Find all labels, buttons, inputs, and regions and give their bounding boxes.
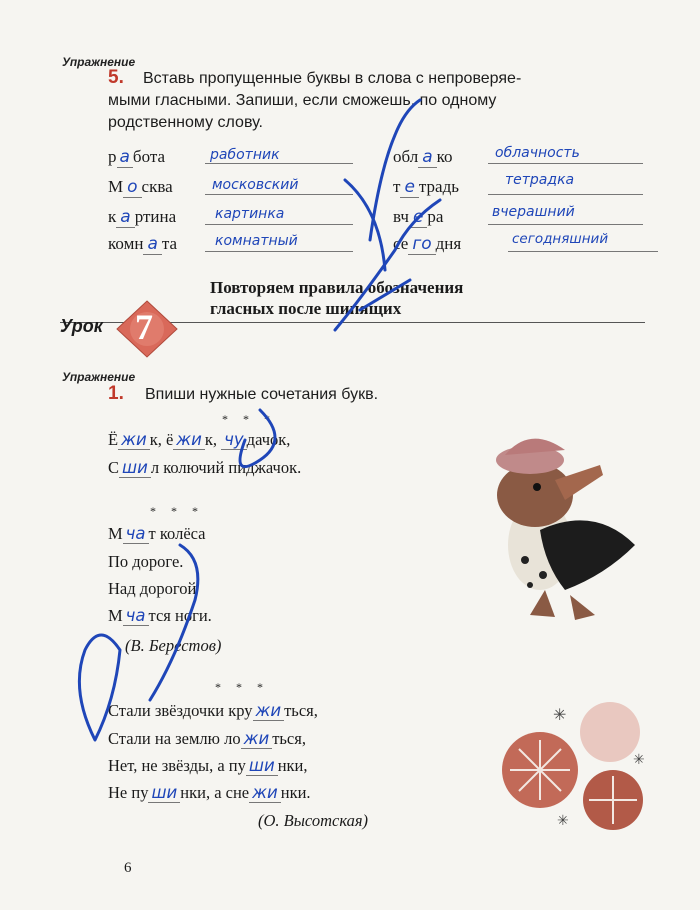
inserted-letter: а	[143, 234, 161, 255]
exercise-number: 1.	[108, 383, 124, 404]
lesson-title-line: Повторяем правила обозначения	[210, 278, 464, 297]
poem-line: Нет, не звёзды, а пу ши нки,	[108, 756, 308, 775]
handwritten-answer: картинка	[215, 206, 285, 222]
exercise-label: Упражнение	[62, 370, 136, 384]
word-item: вч е ра	[393, 207, 444, 227]
handwritten-answer: комнатный	[215, 233, 298, 249]
exercise-task: Впиши нужные сочетания букв.	[145, 386, 379, 403]
poem-author: (В. Берестов)	[125, 636, 222, 655]
poem-line: По дороге.	[108, 552, 184, 571]
word-item: се го дня	[393, 234, 462, 254]
word-item: т е традь	[393, 177, 459, 197]
handwritten-answer: тетрадка	[505, 172, 575, 188]
exercise-label: Упражнение	[62, 55, 136, 69]
exercise-task-line: мыми гласными. Запиши, если сможешь, по одному	[108, 92, 497, 109]
page-number: 6	[124, 860, 132, 876]
stanza-stars: * * *	[150, 504, 204, 518]
handwritten-answer: сегодняшний	[512, 231, 609, 247]
inserted-letter: а	[418, 147, 436, 168]
poem-line: Стали на землю ло жи ться,	[108, 729, 306, 748]
exercise-task-line: родственному слову.	[108, 114, 263, 131]
lesson-label: Урок	[60, 316, 103, 336]
poem-line: М ча т колёса	[108, 524, 206, 543]
poem-line: С ши л колючий пиджачок.	[108, 458, 302, 477]
handwritten-answer: облачность	[495, 145, 580, 161]
handwritten-answer: московский	[212, 177, 299, 193]
poem-author: (О. Высотская)	[258, 811, 369, 830]
inserted-letter: а	[117, 147, 133, 168]
exercise-number: 5.	[108, 67, 124, 88]
handwritten-answer: вчерашний	[492, 204, 575, 220]
inserted-letter: го	[408, 234, 435, 255]
inserted-letter: е	[400, 177, 418, 198]
lesson-title-line: гласных после шипящих	[210, 299, 402, 318]
word-item: к а ртина	[108, 207, 177, 227]
inserted-letter: а	[116, 207, 134, 228]
lesson-number: 7	[135, 307, 153, 347]
word-item: р а бота	[108, 147, 166, 167]
svg-text:✳: ✳	[553, 705, 567, 724]
inserted-letter: о	[123, 177, 141, 198]
poem-line: Не пу ши нки, а сне жи нки.	[108, 783, 311, 802]
word-item: М о сква	[108, 177, 173, 197]
stanza-stars: * * *	[222, 412, 276, 426]
word-item: обл а ко	[393, 147, 453, 167]
poem-line: Над дорогой	[108, 579, 197, 598]
poem-line: Стали звёздочки кру жи ться,	[108, 701, 318, 720]
poem-line: Ё жи к, ё жи к, чу дачок,	[108, 430, 291, 449]
word-item: комн а та	[108, 234, 178, 254]
poem-line: М ча тся ноги.	[108, 606, 212, 625]
svg-text:✳: ✳	[633, 752, 645, 768]
svg-text:✳: ✳	[557, 813, 569, 829]
stanza-stars: * * *	[215, 680, 269, 694]
inserted-letter: е	[409, 207, 427, 228]
exercise-task-line: Вставь пропущенные буквы в слова с непроверяе-	[143, 70, 522, 87]
handwritten-answer: работник	[210, 147, 280, 163]
